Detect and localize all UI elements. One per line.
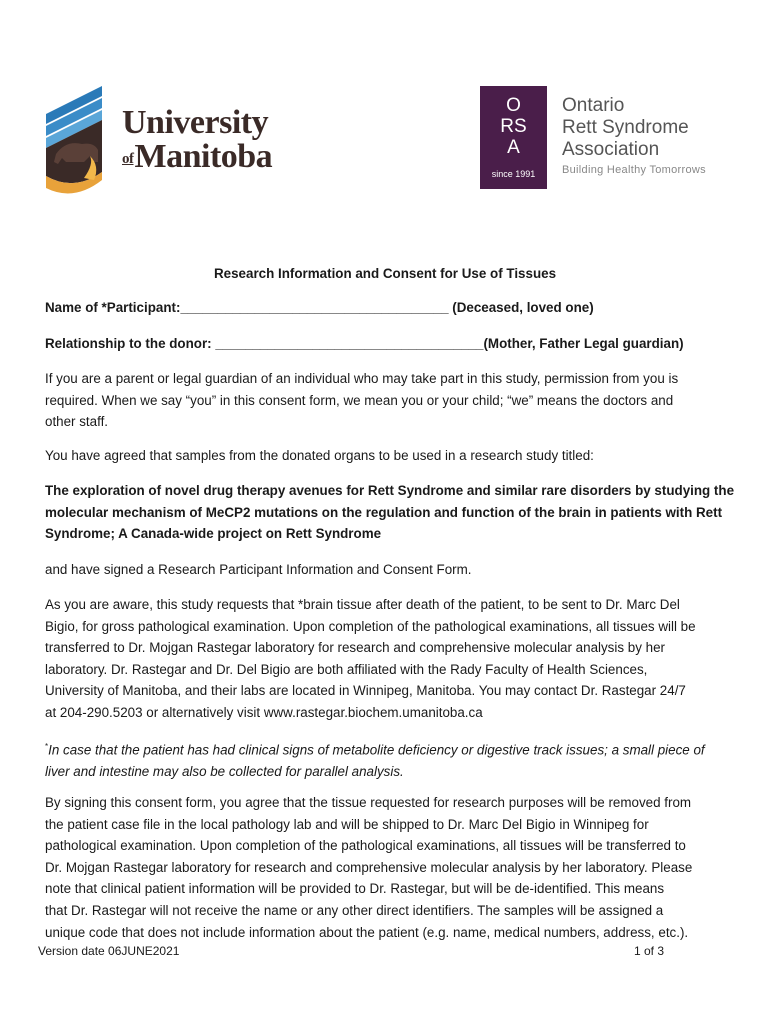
text-line: University of Manitoba, and their labs are located in Winnipeg, Manitoba. You may contact Dr. Rastegar 24/7 [45,683,686,699]
orsa-since-text: since 1991 [491,169,536,179]
agreement-paragraph: You have agreed that samples from the donated organs to be used in a research study titled: [45,448,594,463]
footnote-paragraph [45,736,735,783]
document-title: Research Information and Consent for Use of Tissues [213,266,557,281]
logo-manitoba-text [122,138,272,176]
participant-label: Name of *Participant: [45,300,181,315]
text-line: As you are aware, this study requests that *brain tissue after death of the patient, to be sent to Dr. Marc Del [45,597,680,612]
bison-shield-icon [44,84,116,199]
university-of-manitoba-logo [44,84,294,199]
text-line: required. When we say “you” in this consent form, we mean you or your child; “we” means the doctors and [45,392,674,408]
text-line: that Dr. Rastegar will not receive the name or any other direct identifiers. The samples will be assigned a [45,902,664,918]
study-title [45,480,735,545]
participant-note: (Deceased, loved one) [448,300,594,315]
signed-form-paragraph: and have signed a Research Participant Information and Consent Form. [45,562,472,577]
text-line: transferred to Dr. Mojgan Rastegar laboratory for research and comprehensive molecular analysis by her [45,640,665,656]
orsa-tagline: Building Healthy Tomorrows [562,164,706,176]
orsa-letter-a: A [507,137,520,158]
text-line: the patient case file in the local pathology lab and will be shipped to Dr. Marc Del Bigio in Winnipeg for [45,816,649,832]
consent-paragraph [45,792,735,943]
text-line: Bigio, for gross pathological examination. Upon completion of the pathological examinations, all tissues will be [45,618,696,634]
orsa-letter-o: O [506,95,521,116]
study-request-paragraph [45,594,735,724]
text-line: Dr. Mojgan Rastegar laboratory for research and comprehensive molecular analysis by her laboratory. Please [45,859,693,875]
text-line: If you are a parent or legal guardian of an individual who may take part in this study, permission from you is [45,371,679,386]
relationship-note: (Mother, Father Legal guardian) [483,336,684,351]
participant-name-field[interactable]: ____________________________________ [180,300,449,315]
footnote-text: In case that the patient has had clinical signs of metabolite deficiency or digestive track issues; a small piece of [48,742,705,758]
text-line: other staff. [45,414,109,430]
text-line: The exploration of novel drug therapy avenues for Rett Syndrome and similar rare disorders by studying the [45,483,735,498]
text-line: laboratory. Dr. Rastegar and Dr. Del Bigio are both affiliated with the Rady Faculty of Health Sciences, [45,661,648,677]
logo-manitoba-word: Manitoba [134,138,273,175]
text-line: note that clinical patient information will be provided to Dr. Rastegar, but will be de-identified. This means [45,881,665,897]
logo-university-text: University [122,104,269,141]
text-line: at 204-290.5203 or alternatively visit www.rastegar.biochem.umanitoba.ca [45,704,483,720]
text-line: By signing this consent form, you agree that the tissue requested for research purposes will be removed from [45,795,692,810]
footnote-mark: * [45,742,49,751]
text-line: liver and intestine may also be collected for parallel analysis. [45,764,404,780]
orsa-name-line: Ontario [562,95,625,116]
participant-name-line [45,300,594,315]
orsa-logo-box [480,86,547,189]
relationship-line [45,336,684,351]
text-line [45,736,735,761]
orsa-name-line: Association [562,139,660,160]
logo-of-text: of [122,151,134,167]
intro-paragraph [45,368,735,433]
page-number: 1 of 3 [634,944,665,958]
version-date: Version date 06JUNE2021 [38,944,180,958]
orsa-letter-rs: RS [500,116,527,137]
text-line: pathological examination. Upon completion of the pathological examinations, all tissues will be transferred to [45,838,686,854]
text-line: molecular mechanism of MeCP2 mutations on the regulation and function of the brain in patients with Rett [45,504,723,520]
orsa-name-line: Rett Syndrome [562,117,689,138]
text-line: Syndrome; A Canada-wide project on Rett Syndrome [45,526,382,542]
text-line: unique code that does not include information about the patient (e.g. name, medical numbers, address, etc.). [45,924,689,940]
orsa-name [562,95,689,161]
relationship-field[interactable]: ____________________________________ [215,336,484,351]
relationship-label: Relationship to the donor: [45,336,216,351]
